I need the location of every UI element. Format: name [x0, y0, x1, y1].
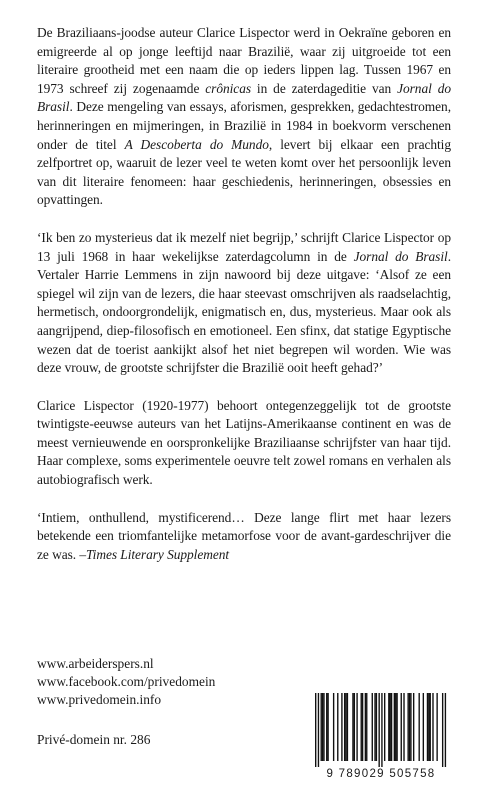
barcode-bar	[374, 693, 375, 761]
barcode-digits: 9 789029 505758	[326, 768, 436, 780]
barcode-bar	[432, 693, 433, 761]
barcode-bar	[395, 693, 396, 761]
publisher-link[interactable]: www.facebook.com/privedomein	[37, 673, 216, 689]
italic-term: crônicas	[205, 80, 251, 96]
barcode-bar	[430, 693, 431, 761]
barcode-bar	[344, 693, 345, 761]
barcode-bar	[352, 693, 353, 761]
text-run: De Braziliaans-joodse auteur Clarice Lispector werd in Oekraïne geboren en emigreerde al op jonge leeftijd naar Brazilië, waar zij uitgroeide tot een literaire grootheid met een naam die op ieders lippen lag. Tussen 1967 en 1973 schreef zij zogenaamde	[37, 25, 451, 96]
back-cover-text	[37, 24, 451, 583]
barcode-bar	[378, 693, 379, 767]
barcode-bar	[436, 693, 437, 761]
barcode-bar	[323, 693, 324, 761]
barcode-bar	[419, 693, 420, 761]
text-run: in de zaterdageditie van	[251, 80, 398, 96]
italic-book-title: A Descoberta do Mundo	[124, 136, 269, 152]
barcode-bar	[381, 693, 382, 767]
italic-newspaper-title: Jornal do Brasil	[353, 248, 448, 264]
barcode-bar	[333, 693, 334, 761]
barcode-bar	[322, 693, 323, 761]
barcode-bar	[427, 693, 428, 761]
barcode-bar	[318, 693, 319, 767]
barcode-bar	[326, 693, 327, 761]
text-run: . Deze mengeling van essays, aforismen, gesprekken, gedachtestromen, herinneringen en mijmeringen, in Brazilië in 1984 in boekvorm verschenen onder de titel	[37, 99, 451, 152]
barcode-bar	[428, 693, 429, 761]
text-run: ‘Ik ben zo mysterieus dat ik mezelf niet begrijp,’ schrijft Clarice Lispector op 13 juli 1968 in haar wekelijkse zaterdagcolumn in de	[37, 229, 451, 264]
publisher-links	[37, 655, 215, 708]
barcode-bar	[401, 693, 402, 761]
barcode-bar	[410, 693, 411, 761]
barcode-graphic	[312, 693, 450, 767]
barcode-bar	[376, 693, 377, 761]
barcode-bar	[384, 693, 385, 761]
isbn-barcode	[312, 693, 450, 780]
barcode-bar	[361, 693, 362, 761]
text-run: ‘Intiem, onthullend, mystificerend… Deze lange flirt met haar lezers betekende een triomfantelijke metamorfose voor de avant-gardeschrijver die ze was. –	[37, 509, 451, 562]
barcode-bar	[345, 693, 346, 761]
barcode-bar	[366, 693, 367, 761]
barcode-bar	[356, 693, 357, 761]
press-quote-paragraph	[37, 509, 451, 565]
barcode-bar	[354, 693, 355, 761]
intro-paragraph	[37, 24, 451, 210]
text-run: . Vertaler Harrie Lemmens in zijn nawoord bij deze uitgave: ‘Alsof ze een spiegel wil zijn van de lezers, die haar steevast omschrijven als raadselachtig, hermetisch, ondoorgrondelijk, enigmatisch en, dus, mysterieus. Maar ook als aangrijpend, diep-filosofisch en emotioneel. Een sfinx, dat statige Egyptische wezen dat de toerist aankijkt alsof het niet begrepen wil worden. Wie was deze vrouw, de grootste schrijfster die Brazilië ooit heeft gehad?’	[37, 248, 451, 376]
barcode-bar	[409, 693, 410, 761]
barcode-bar	[396, 693, 397, 761]
barcode-bar	[442, 693, 443, 767]
barcode-bar	[327, 693, 328, 761]
barcode-bar	[445, 693, 446, 767]
author-bio-paragraph: Clarice Lispector (1920-1977) behoort ontegenzeggelijk tot de grootste twintigste-eeuwse auteurs van het Latijns-Amerikaanse continent en was de meest vernieuwende en oorspronkelijke Braziliaanse schrijfster van haar tijd. Haar complexe, soms experimentele oeuvre telt zowel romans en verhalen als autobiografisch werk.	[37, 397, 451, 488]
barcode-bar	[413, 693, 414, 761]
barcode-bar	[315, 693, 316, 767]
italic-newspaper-title: Jornal do Brasil	[37, 80, 451, 115]
barcode-bar	[394, 693, 395, 761]
quote-paragraph	[37, 229, 451, 378]
barcode-bar	[372, 693, 373, 761]
publisher-link[interactable]: www.arbeiderspers.nl	[37, 656, 154, 671]
barcode-bar	[391, 693, 392, 761]
press-source: Times Literary Supplement	[86, 546, 230, 562]
barcode-bar	[365, 693, 366, 761]
barcode-bar	[337, 693, 338, 761]
barcode-bar	[341, 693, 342, 761]
barcode-bar	[388, 693, 389, 761]
barcode-bar	[403, 693, 404, 761]
series-number: Privé-domein nr. 286	[37, 732, 151, 747]
publisher-link[interactable]: www.privedomein.info	[37, 691, 162, 707]
barcode-bar	[347, 693, 348, 761]
text-run: , levert bij elkaar een prachtig zelfportret op, waaruit de lezer veel te weten komt over het persoonlijk leven van dit literaire fenomeen: haar geschiedenis, herinneringen, obsessies en opvattingen.	[37, 136, 451, 208]
barcode-bar	[407, 693, 408, 761]
barcode-bar	[362, 693, 363, 761]
barcode-bar	[423, 693, 424, 761]
barcode-bar	[321, 693, 322, 761]
barcode-bar	[390, 693, 391, 761]
